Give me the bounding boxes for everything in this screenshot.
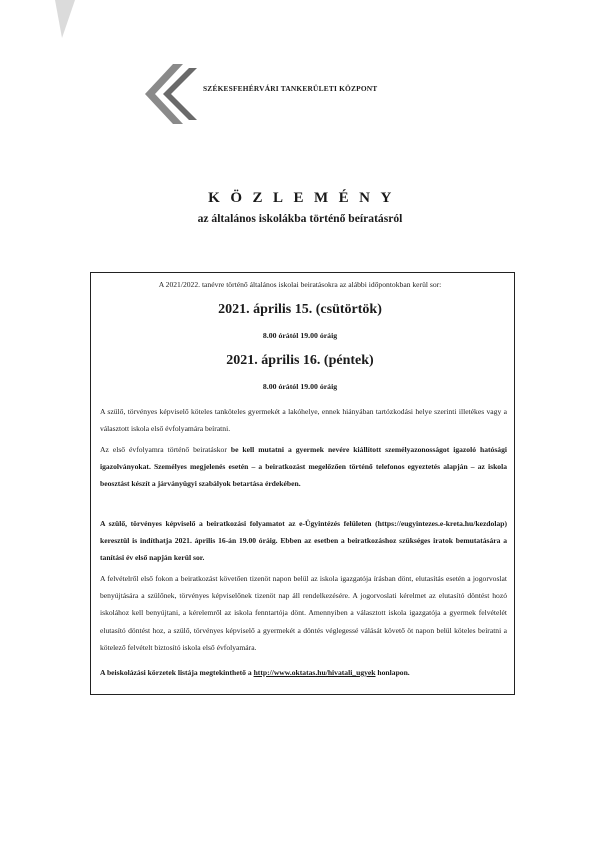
enrollment-time-2: 8.00 órától 19.00 óráig	[262, 382, 338, 391]
tankeruleti-logo-icon	[143, 64, 199, 124]
district-list-end: honlapon.	[375, 668, 410, 677]
paragraph-documents	[100, 441, 507, 493]
paragraph-documents-bold: be kell mutatni a gyermek nevére kiállított személyazonosságot igazoló hatósági igazolványokat. Személyes megjelenés esetén – a beiratkozást megelőzően történő telefonos egyeztetés alapján – az iskola beosztást készít a járványügyi szabályok betartása érdekében.	[100, 445, 507, 489]
enrollment-date-2: 2021. április 16. (péntek)	[226, 353, 374, 368]
paragraph-district-list	[100, 664, 507, 681]
organization-name: SZÉKESFEHÉRVÁRI TANKERÜLETI KÖZPONT	[203, 84, 378, 93]
enrollment-time-1: 8.00 órától 19.00 óráig	[262, 331, 338, 340]
oktatas-link[interactable]: http://www.oktatas.hu/hivatali_ugyek	[253, 668, 376, 677]
notice-intro: A 2021/2022. tanévre történő általános iskolai beiratásokra az alábbi időpontokban kerül sor:	[158, 280, 442, 289]
paragraph-documents-text: Az első évfolyamra történő beiratáskor	[100, 445, 231, 454]
scan-edge-mark	[0, 0, 80, 40]
page-subtitle: az általános iskolákba történő beíratásról	[197, 212, 403, 225]
enrollment-date-1: 2021. április 15. (csütörtök)	[218, 302, 382, 317]
paragraph-obligation: A szülő, törvényes képviselő köteles tanköteles gyermekét a lakóhelye, ennek hiányában tartózkodási helye szerinti illetékes vagy a választott iskola első évfolyamára beíratni.	[100, 407, 507, 434]
paragraph-e-administration: A szülő, törvényes képviselő a beiratkozási folyamatot az e-Ügyintézés felületen (https://eugyintezes.e-kreta.hu/kezdolap) keresztül is indíthatja 2021. április 16-án 19.00 óráig. Ebben az esetben a beiratkozáshoz szükséges iratok bemutatására a tanítási év első napján kerül sor.	[100, 519, 507, 563]
district-list-text: A beiskolázási körzetek listája megtekinthető a	[100, 668, 254, 677]
paragraph-admission-decision: A felvételről első fokon a beiratkozást követően tizenöt napon belül az iskola igazgatója írásban dönt, elutasítás esetén a jogorvoslat benyújtására a szülőnek, törvényes képviselőnek tizenöt nap áll rendelkezésére. A jogorvoslati kérelmet az elutasító döntést hozó iskolához kell benyújtani, a kérelemről az iskola fenntartója dönt. Amennyiben a választott iskola igazgatója a gyermek felvételét elutasító döntést hoz, a szülő, törvényes képviselő a gyermekét a döntés véglegessé válását követő öt napon belül köteles beíratni a kötelező felvételt biztosító iskola első évfolyamára.	[100, 574, 507, 652]
page-title: KÖZLEMÉNY	[208, 190, 402, 206]
